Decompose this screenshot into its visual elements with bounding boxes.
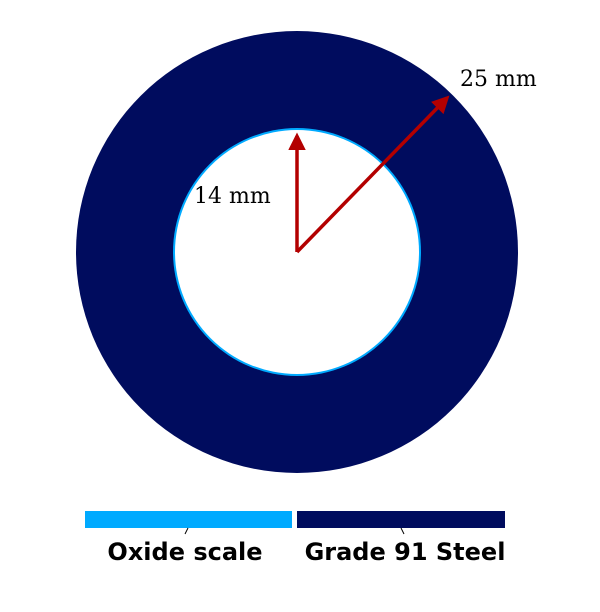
legend-swatch-oxide-scale <box>85 511 292 528</box>
inner-radius-label: 14 mm <box>194 184 271 209</box>
legend-label-grade-91-steel: Grade 91 Steel <box>304 538 506 566</box>
legend-label-oxide-scale: Oxide scale <box>107 538 263 566</box>
legend-swatch-grade-91-steel <box>297 511 505 528</box>
outer-radius-label: 25 mm <box>460 67 537 92</box>
legend-tick-grade-91-steel <box>401 528 404 534</box>
legend-tick-oxide-scale <box>185 528 188 534</box>
